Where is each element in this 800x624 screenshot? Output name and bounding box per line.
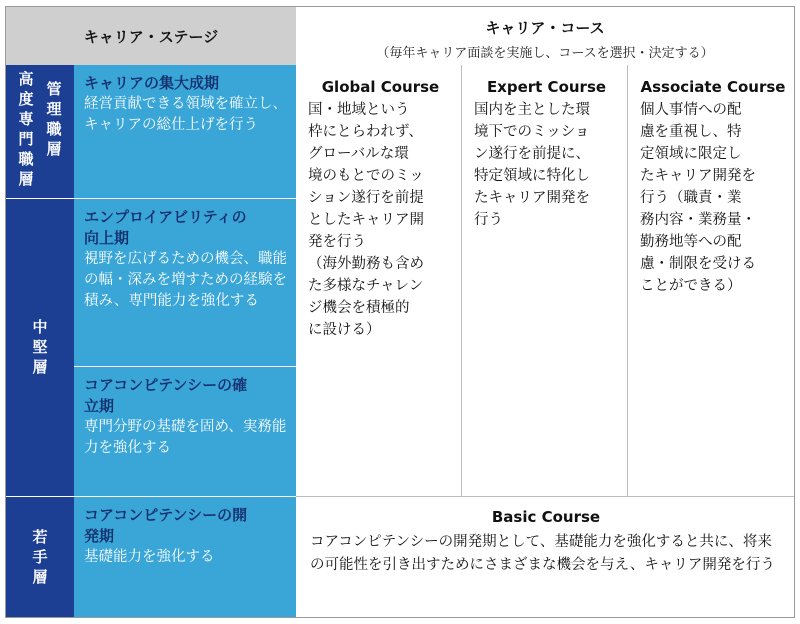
level-senior-col1 <box>16 69 36 189</box>
level-char: 職 <box>46 120 62 138</box>
stage-header <box>6 7 296 65</box>
course-desc: 個人事情への配 慮を重視し、特 定領域に限定し たキャリア開発を 行う（職責・業 務内容・業務量・ 勤務地等への配 慮・制限を受ける ことができる） <box>640 102 756 294</box>
course-name: Basic Course <box>491 508 601 526</box>
level-middle-text <box>30 317 50 377</box>
level-senior-col2 <box>44 79 64 159</box>
course-desc: コアコンピテンシーの開発期として、基礎能力を強化すると共に、将来の可能性を引き出すためにさまざまな機会を与え、キャリア開発を行う <box>310 534 775 573</box>
stage-completion <box>74 65 296 199</box>
level-char: 職 <box>18 150 34 168</box>
stage-desc: 経営貢献できる領域を確立し、キャリアの総仕上げを行う <box>84 96 287 133</box>
course-header <box>296 7 794 65</box>
level-char: 層 <box>32 568 48 586</box>
stage-employability <box>74 199 296 367</box>
course-expert <box>462 65 628 497</box>
level-char: 門 <box>18 130 34 148</box>
stage-desc: 専門分野の基礎を固め、実務能力を強化する <box>84 419 287 456</box>
level-char: 若 <box>32 528 48 546</box>
stage-name: コアコンピテンシーの開発期 <box>84 506 248 545</box>
stage-name: コアコンピテンシーの確立期 <box>84 376 248 415</box>
level-char: 度 <box>18 90 34 108</box>
level-char: 理 <box>46 100 62 118</box>
level-char: 中 <box>32 318 48 336</box>
level-senior <box>6 65 74 199</box>
stage-core-development <box>74 497 296 617</box>
course-desc: 国・地域という 枠にとらわれず、 グローバルな環 境のもとでのミッ ション遂行を前提 としたキャリア開 発を行う （海外勤務も含め た多様なチャレン ジ機会を積極的 に設ける） <box>308 102 424 338</box>
level-junior <box>6 497 74 617</box>
course-desc: 国内を主とした環 境下でのミッショ ン遂行を前提に、 特定領域に特化し たキャリア開発を 行う <box>474 102 590 228</box>
course-header-note: （毎年キャリア面談を実施し、コースを選択・決定する） <box>376 46 714 61</box>
stage-name: キャリアの集大成期 <box>84 74 220 92</box>
level-char: 層 <box>32 358 48 376</box>
course-name: Expert Course <box>486 78 607 96</box>
stage-name: エンプロイアビリティの向上期 <box>84 208 247 247</box>
level-char: 手 <box>32 548 48 566</box>
career-table <box>5 6 795 618</box>
stage-desc: 基礎能力を強化する <box>84 549 215 565</box>
stage-core-established <box>74 367 296 497</box>
level-char: 高 <box>18 70 34 88</box>
course-name: Associate Course <box>640 78 786 96</box>
level-junior-text <box>30 527 50 587</box>
level-middle <box>6 199 74 497</box>
course-associate <box>628 65 794 497</box>
stage-header-label: キャリア・ステージ <box>83 27 219 46</box>
level-char: 専 <box>18 110 34 128</box>
course-name: Global Course <box>321 78 440 96</box>
level-char: 層 <box>18 170 34 188</box>
course-header-label: キャリア・コース <box>485 19 605 37</box>
course-global <box>296 65 462 497</box>
level-char: 堅 <box>32 338 48 356</box>
stage-desc: 視野を広げるための機会、職能の幅・深みを増すための経験を積み、専門能力を強化する <box>84 251 287 309</box>
course-basic <box>296 497 794 617</box>
level-char: 管 <box>46 80 62 98</box>
level-char: 層 <box>46 140 62 158</box>
